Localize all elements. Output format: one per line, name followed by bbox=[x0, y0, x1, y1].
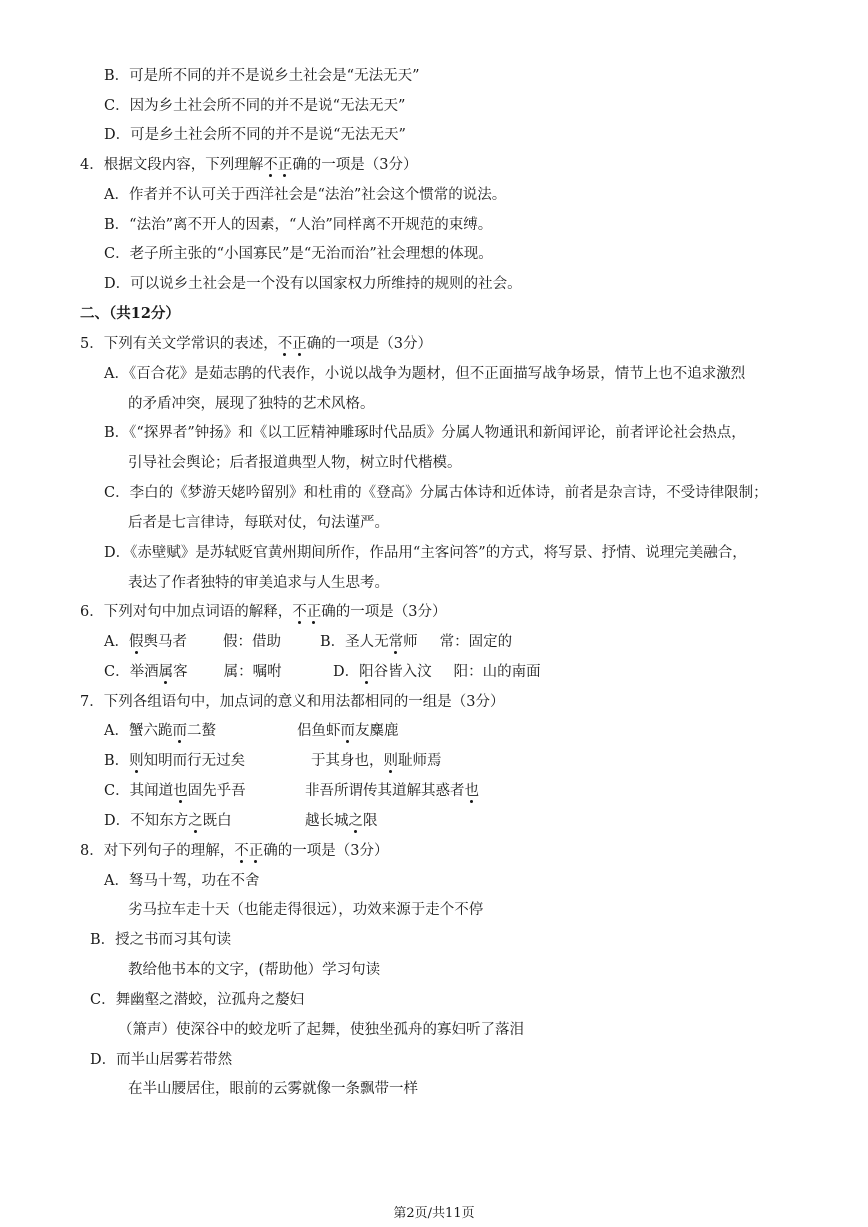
q4-option-c: C．老子所主张的“小国寡民”是“无治而治”社会理想的体现。 bbox=[104, 246, 493, 262]
q6-option-d: D．阳谷皆入汶 阳：山的南面 bbox=[333, 664, 541, 680]
dotted-word: 则 bbox=[383, 753, 398, 769]
q8-option-d: D．而半山居雾若带然 bbox=[90, 1052, 233, 1068]
dotted-word: 也 bbox=[464, 783, 479, 799]
dotted-word: 之 bbox=[348, 813, 363, 829]
q7-stem: 7．下列各组语句中，加点词的意义和用法都相同的一组是（3分） bbox=[80, 694, 505, 710]
q7-option-d-s1: D．不知东方之既白 bbox=[104, 813, 232, 829]
emphasis-dot: 正 bbox=[292, 336, 307, 352]
q5-option-c-cont: 后者是七言律诗，每联对仗，句法谨严。 bbox=[128, 515, 389, 531]
q8-option-b-explain: 教给他书本的文字，(帮助他）学习句读 bbox=[128, 962, 381, 978]
section-title: 二、（共12分） bbox=[80, 305, 180, 322]
q5-option-b-cont: 引导社会舆论；后者报道典型人物，树立时代楷模。 bbox=[128, 455, 462, 471]
dotted-word: 常 bbox=[388, 634, 404, 650]
q7-option-c-s2: 非吾所谓传其道解其惑者也 bbox=[305, 783, 479, 799]
q7-option-b-s1: B．则知明而行无过矣 bbox=[104, 753, 246, 769]
q6-stem: 6．下列对句中加点词语的解释，不正确的一项是（3分） bbox=[80, 604, 447, 620]
q8-option-a: A．驽马十驾，功在不舍 bbox=[104, 873, 260, 889]
q5-option-b: B．《“探界者”钟扬》和《以工匠精神雕琢时代品质》分属人物通讯和新闻评论，前者评论社会热点， bbox=[104, 425, 746, 441]
q4-option-d: D．可以说乡土社会是一个没有以国家权力所维持的规则的社会。 bbox=[104, 276, 522, 292]
q5-option-d-cont: 表达了作者独特的审美追求与人生思考。 bbox=[128, 575, 389, 591]
q6-option-a: A．假舆马者 假：借助 bbox=[104, 634, 281, 650]
emphasis-dot: 正 bbox=[277, 157, 293, 173]
dotted-word: 而 bbox=[340, 723, 355, 739]
q6-option-c: C．举酒属客 属：嘱咐 bbox=[104, 664, 282, 680]
dotted-word: 之 bbox=[188, 813, 203, 829]
q8-option-d-explain: 在半山腰居住，眼前的云雾就像一条飘带一样 bbox=[128, 1081, 418, 1097]
dotted-word: 阳 bbox=[359, 664, 374, 680]
q4-option-b: B．“法治”离不开人的因素，“人治”同样离不开规范的束缚。 bbox=[104, 217, 493, 233]
q3-option-d: D．可是乡土社会所不同的并不是说“无法无天” bbox=[104, 127, 406, 143]
emphasis-dot: 正 bbox=[248, 843, 264, 859]
q7-option-c-s1: C．其闻道也固先乎吾 bbox=[104, 783, 246, 799]
q8-stem: 8．对下列句子的理解，不正确的一项是（3分） bbox=[80, 843, 389, 859]
q3-option-b: B．可是所不同的并不是说乡土社会是“无法无天” bbox=[104, 68, 420, 84]
q4-stem: 4．根据文段内容，下列理解不正确的一项是（3分） bbox=[80, 157, 418, 173]
q7-option-a-s1: A．蟹六跪而二螯 bbox=[104, 723, 216, 739]
q5-option-d: D．《赤壁赋》是苏轼贬官黄州期间所作，作品用“主客问答”的方式，将写景、抒情、说理完美融合， bbox=[104, 545, 747, 561]
dotted-word: 也 bbox=[173, 783, 188, 799]
dotted-word: 属 bbox=[158, 664, 174, 680]
q6-option-b: B．圣人无常师 常：固定的 bbox=[320, 634, 513, 650]
q5-option-a: A．《百合花》是茹志鹃的代表作，小说以战争为题材，但不正面描写战争场景，情节上也不追求激烈 bbox=[104, 366, 746, 382]
dotted-word: 而 bbox=[172, 723, 187, 739]
q5-option-c: C．李白的《梦游天姥吟留别》和杜甫的《登高》分属古体诗和近体诗，前者是杂言诗，不受诗律限制； bbox=[104, 485, 768, 501]
emphasis-dot: 不 bbox=[263, 157, 278, 173]
q7-option-d-s2: 越长城之限 bbox=[305, 813, 378, 829]
emphasis-dot: 不 bbox=[277, 336, 293, 352]
emphasis-dot: 正 bbox=[306, 604, 322, 620]
emphasis-dot: 不 bbox=[234, 843, 249, 859]
q7-option-b-s2: 于其身也，则耻师焉 bbox=[311, 753, 442, 769]
q5-stem: 5．下列有关文学常识的表述，不正确的一项是（3分） bbox=[80, 336, 432, 352]
dotted-word: 假 bbox=[128, 634, 144, 650]
q8-option-c-explain: （箫声）使深谷中的蛟龙听了起舞，使独坐孤舟的寡妇听了落泪 bbox=[118, 1022, 524, 1038]
dotted-word: 则 bbox=[129, 753, 144, 769]
q4-option-a: A．作者并不认可关于西洋社会是“法治”社会这个惯常的说法。 bbox=[104, 187, 507, 203]
q5-option-a-cont: 的矛盾冲突，展现了独特的艺术风格。 bbox=[128, 396, 375, 412]
q7-option-a-s2: 侣鱼虾而友麋鹿 bbox=[297, 723, 399, 739]
q8-option-a-explain: 劣马拉车走十天（也能走得很远），功效来源于走个不停 bbox=[128, 902, 484, 918]
q8-option-c: C．舞幽壑之潜蛟，泣孤舟之嫠妇 bbox=[90, 992, 305, 1008]
page-number: 第2页/共11页 bbox=[393, 1206, 475, 1221]
q8-option-b: B．授之书而习其句读 bbox=[90, 932, 232, 948]
emphasis-dot: 不 bbox=[292, 604, 307, 620]
q3-option-c: C．因为乡土社会所不同的并不是说“无法无天” bbox=[104, 98, 406, 114]
